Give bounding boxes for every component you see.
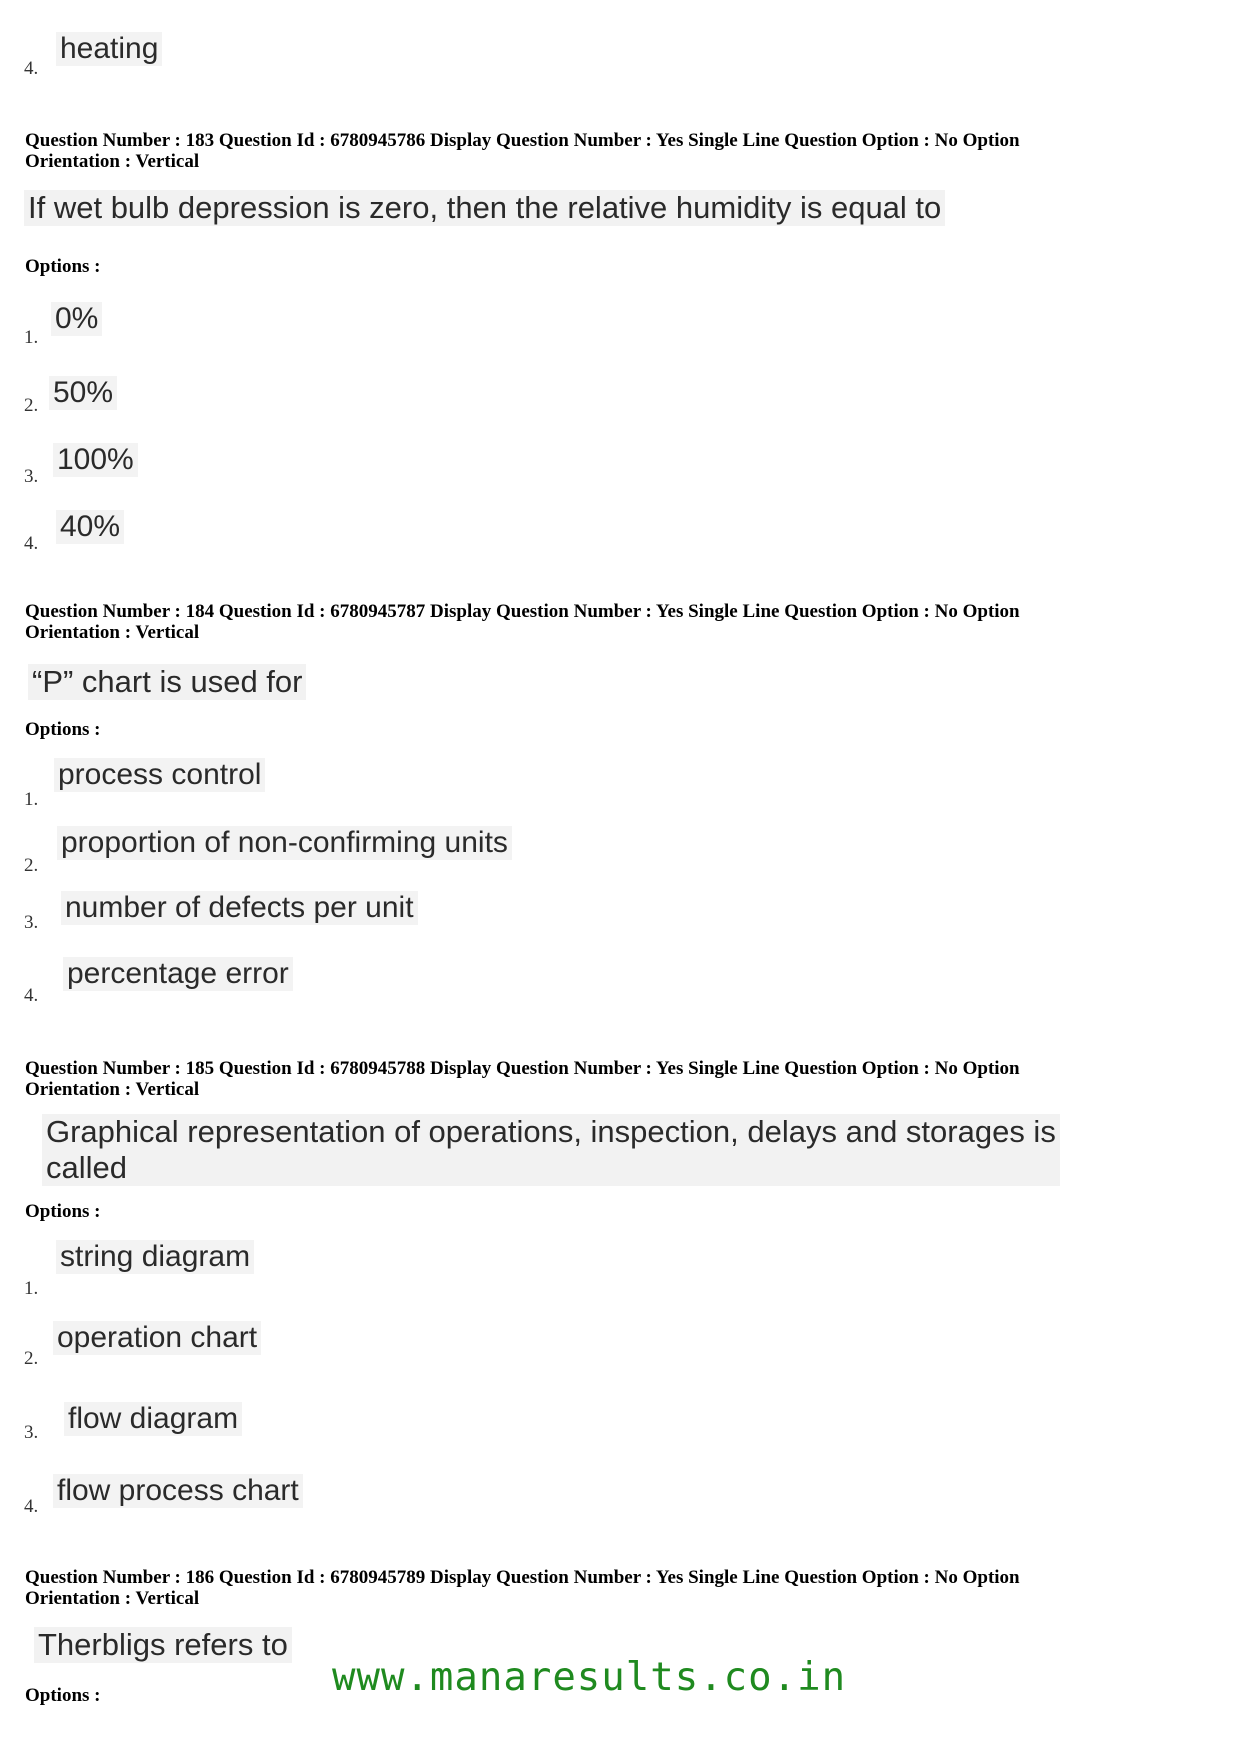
option-text: percentage error (63, 957, 293, 991)
question-text (42, 1114, 1060, 1186)
option-number: 2. (24, 855, 39, 876)
option-number: 1. (24, 1278, 39, 1299)
option-number: 2. (24, 1348, 39, 1369)
question-text: Therbligs refers to (34, 1627, 292, 1663)
question-meta-line: Question Number : 184 Question Id : 6780945787 Display Question Number : Yes Single Line Question Option : No Option (25, 601, 1020, 622)
question-meta (25, 130, 1205, 172)
question-meta-line: Question Number : 185 Question Id : 6780945788 Display Question Number : Yes Single Line Question Option : No Option (25, 1058, 1020, 1079)
options-label: Options : (25, 719, 101, 740)
option-text: heating (56, 32, 162, 66)
options-label: Options : (25, 1201, 101, 1222)
option-number: 3. (24, 912, 39, 933)
option-number: 1. (24, 789, 39, 810)
question-meta-line: Question Number : 183 Question Id : 6780945786 Display Question Number : Yes Single Line Question Option : No Option (25, 130, 1020, 151)
option-number: 4. (24, 985, 39, 1006)
option-number: 3. (24, 1422, 39, 1443)
question-meta-line: Orientation : Vertical (25, 1588, 200, 1609)
question-meta (25, 601, 1205, 643)
option-number: 4. (24, 533, 39, 554)
option-text: 0% (51, 302, 102, 336)
options-label: Options : (25, 1685, 101, 1706)
question-meta-line: Question Number : 186 Question Id : 6780945789 Display Question Number : Yes Single Line Question Option : No Option (25, 1567, 1020, 1588)
option-text: 100% (53, 443, 138, 477)
option-text: flow process chart (53, 1474, 303, 1508)
option-text: flow diagram (64, 1402, 242, 1436)
option-text: operation chart (53, 1321, 261, 1355)
option-number: 2. (24, 395, 39, 416)
question-text-line: Graphical representation of operations, inspection, delays and storages is (46, 1114, 1056, 1149)
option-text: process control (54, 758, 265, 792)
option-text: proportion of non-confirming units (57, 826, 512, 860)
option-text: string diagram (56, 1240, 254, 1274)
question-text: If wet bulb depression is zero, then the relative humidity is equal to (24, 190, 945, 226)
watermark-text: www.manaresults.co.in (332, 1655, 847, 1700)
question-meta-line: Orientation : Vertical (25, 151, 200, 172)
option-text: 50% (49, 376, 117, 410)
question-text-line: called (46, 1150, 127, 1185)
option-text: 40% (56, 510, 124, 544)
question-meta (25, 1058, 1205, 1100)
question-text: “P” chart is used for (28, 664, 306, 700)
option-number: 4. (24, 1496, 39, 1517)
options-label: Options : (25, 256, 101, 277)
option-number: 3. (24, 466, 39, 487)
question-meta (25, 1567, 1205, 1609)
option-number: 4. (24, 58, 39, 79)
option-number: 1. (24, 327, 39, 348)
question-meta-line: Orientation : Vertical (25, 622, 200, 643)
question-meta-line: Orientation : Vertical (25, 1079, 200, 1100)
option-text: number of defects per unit (61, 891, 418, 925)
